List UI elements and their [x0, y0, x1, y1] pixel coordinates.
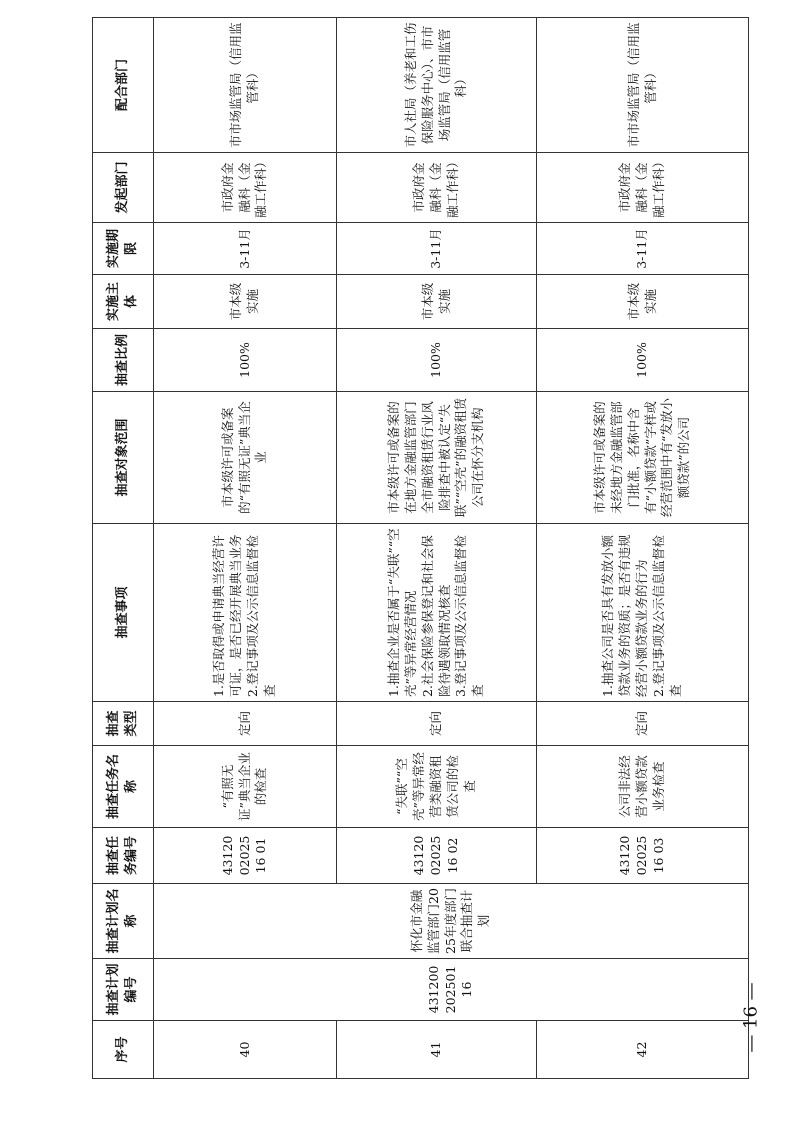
check-item: 1.是否取得或申请典当经营许可证，是否已经开展典当业务 [211, 534, 244, 697]
cell-plan-code: 43120020250116 [154, 959, 749, 1021]
check-item: 1.抽查企业是否属于“失联”“空壳”等异常经营情况 [385, 528, 418, 697]
header-seq: 序号 [93, 1021, 154, 1079]
check-item: 2.社会保险参保登记和社会保险待遇领取情况核查 [419, 535, 452, 697]
cell-scope: 市本级许可或备案的未经地方金融监管部门批准，名称中含有“小额贷款”字样或经营范围中有“发放小额贷款”的公司 [537, 392, 749, 524]
cell-items [154, 524, 337, 702]
page-number [736, 982, 766, 1052]
cell-subject: 市本级实施 [154, 275, 337, 329]
header-task-name: 抽查任务名称 [93, 746, 154, 828]
cell-period: 3-11月 [154, 223, 337, 275]
cell-initiator: 市政府金融科（金融工作科） [154, 153, 337, 223]
cell-type: 定向 [337, 702, 537, 746]
rotated-table-frame [92, 18, 695, 1079]
header-period: 实施期限 [93, 223, 154, 275]
header-plan-name: 抽查计划名称 [93, 884, 154, 959]
table-row [154, 18, 337, 1079]
cell-ratio: 100% [337, 329, 537, 392]
cell-task-name: “失联”“空壳”等异常经营类融资租赁公司的检查 [337, 746, 537, 828]
header-ratio: 抽查比例 [93, 329, 154, 392]
cell-scope: 市本级许可或备案的在地方金融监管部门全市融资租赁行业风险排查中被认定“失联”“空壳”的融资租赁公司在怀分支机构 [337, 392, 537, 524]
cell-subject: 市本级实施 [337, 275, 537, 329]
cell-type: 定向 [537, 702, 749, 746]
header-row [93, 18, 154, 1079]
cell-initiator: 市政府金融科（金融工作科） [537, 153, 749, 223]
cell-seq: 42 [537, 1021, 749, 1079]
cell-ratio: 100% [154, 329, 337, 392]
cell-period: 3-11月 [337, 223, 537, 275]
header-task-code: 抽查任务编号 [93, 828, 154, 884]
spot-check-table [92, 17, 749, 1079]
header-initiator: 发起部门 [93, 153, 154, 223]
cell-subject: 市本级实施 [537, 275, 749, 329]
cell-cooperator: 市市场监管局（信用监管科） [154, 18, 337, 153]
page-number-text: — 16 — [740, 981, 762, 1053]
check-item: 2.登记事项及公示信息监督检查 [650, 535, 683, 697]
header-plan-code: 抽查计划编号 [93, 959, 154, 1021]
check-item: 2.登记事项及公示信息监督检查 [245, 535, 277, 697]
cell-task-code: 431200202516 03 [537, 828, 749, 884]
cell-cooperator: 市市场监管局（信用监管科） [537, 18, 749, 153]
cell-plan-name: 怀化市金融监管部门2025年度部门联合抽查计划 [154, 884, 749, 959]
check-item: 1.抽查公司是否具有发放小额贷款业务的资质；是否有违规经营小额贷款业务的行为 [600, 534, 650, 697]
cell-type: 定向 [154, 702, 337, 746]
cell-task-code: 431200202516 01 [154, 828, 337, 884]
header-cooperator: 配合部门 [93, 18, 154, 153]
cell-period: 3-11月 [537, 223, 749, 275]
header-subject: 实施主体 [93, 275, 154, 329]
cell-seq: 41 [337, 1021, 537, 1079]
cell-task-name: 公司非法经营小额贷款业务检查 [537, 746, 749, 828]
header-type: 抽查类型 [93, 702, 154, 746]
cell-scope: 市本级许可或备案的“有照无证”典当企业 [154, 392, 337, 524]
table-container [92, 18, 695, 1079]
cell-items [337, 524, 537, 702]
cell-task-code: 431200202516 02 [337, 828, 537, 884]
cell-task-name: “有照无证”典当企业的检查 [154, 746, 337, 828]
cell-cooperator: 市人社局（养老和工伤保险服务中心）、市市场监管局（信用监管科） [337, 18, 537, 153]
cell-initiator: 市政府金融科（金融工作科） [337, 153, 537, 223]
cell-items [537, 524, 749, 702]
header-scope: 抽查对象范围 [93, 392, 154, 524]
header-items: 抽查事项 [93, 524, 154, 702]
cell-ratio: 100% [537, 329, 749, 392]
check-item: 3.登记事项及公示信息监督检查 [453, 535, 486, 697]
cell-seq: 40 [154, 1021, 337, 1079]
